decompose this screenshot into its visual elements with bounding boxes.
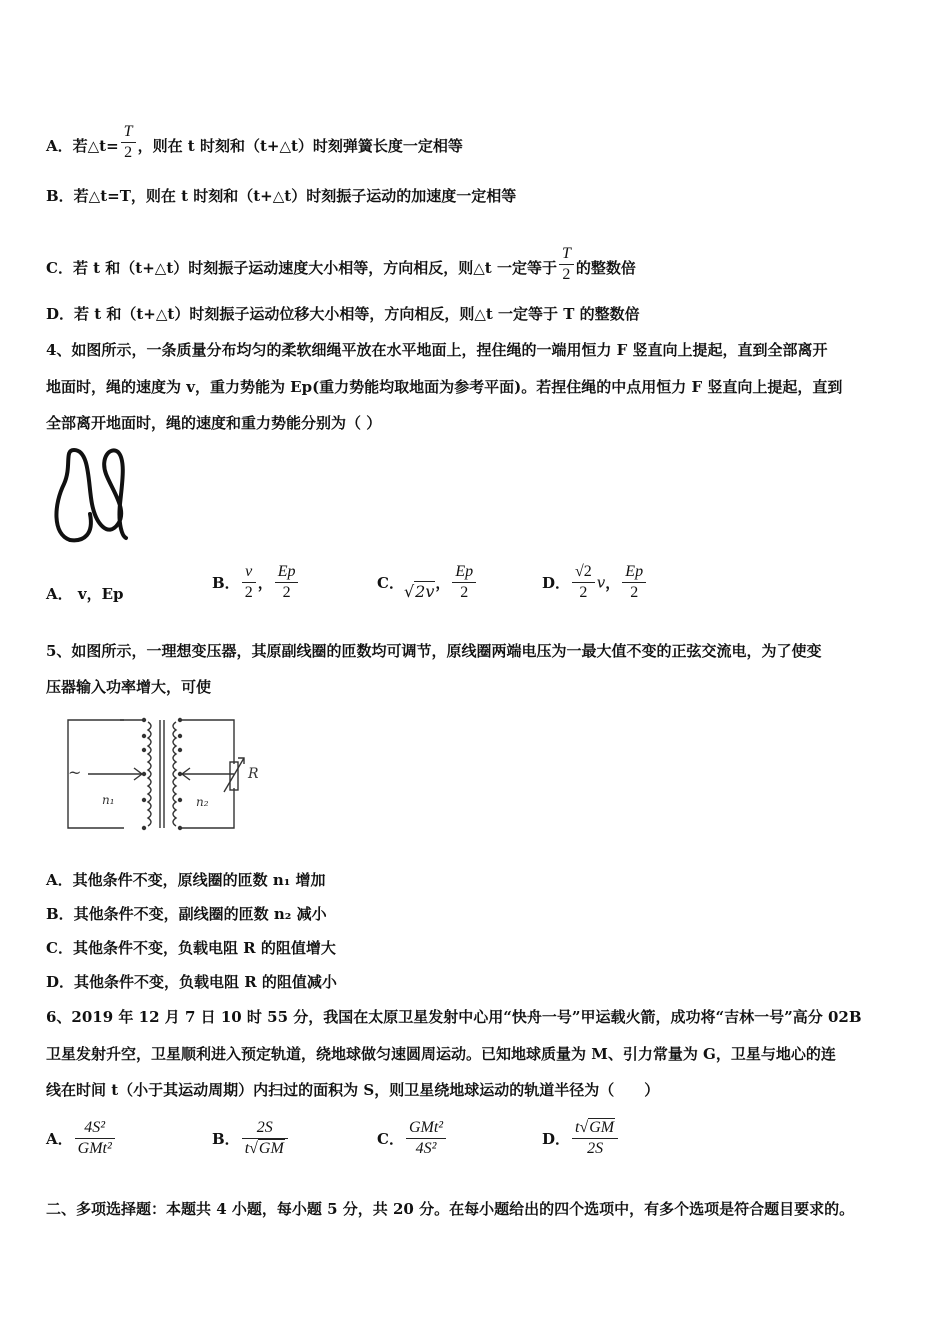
q5-option-d: D．其他条件不变，负载电阻 R 的阻值减小: [46, 973, 337, 991]
section-2-heading: 二、多项选择题：本题共 4 小题，每小题 5 分，共 20 分。在每小题给出的四个选项中，有多个选项是符合题目要求的。: [46, 1200, 855, 1218]
rope-figure: [50, 444, 130, 544]
q4-option-b: B． $\frac{v}{2}$ ， $\frac{Ep}{2}$: [212, 562, 300, 603]
q4-stem-line2: 地面时，绳的速度为 v，重力势能为 Ep(重力势能均取地面为参考平面)。若捏住绳的中点用恒力 F 竖直向上提起，直到: [46, 378, 843, 396]
q4-option-a: A． v，Ep: [46, 585, 124, 603]
resistor-label: R: [248, 766, 259, 782]
q5-option-a: A．其他条件不变，原线圈的匝数 n₁ 增加: [46, 871, 326, 889]
q6-stem-line2: 卫星发射升空，卫星顺利进入预定轨道，绕地球做匀速圆周运动。已知地球质量为 M、引力常量为 G，卫星与地心的连: [46, 1045, 836, 1063]
q6-stem-line3: 线在时间 t（小于其运动周期）内扫过的面积为 S，则卫星绕地球运动的轨道半径为（ ）: [46, 1081, 660, 1099]
fraction-t-over-2: $\frac{T}{2}$: [559, 244, 574, 285]
q6-stem-line1: 6、2019 年 12 月 7 日 10 时 55 分，我国在太原卫星发射中心用“快舟一号”甲运载火箭，成功将“吉林一号”高分 02B: [46, 1008, 862, 1026]
q4-stem-line1: 4、如图所示，一条质量分布均匀的柔软细绳平放在水平地面上，捏住绳的一端用恒力 F 竖直向上提起，直到全部离开: [46, 341, 828, 359]
q5-option-b: B．其他条件不变，副线圈的匝数 n₂ 减小: [46, 905, 327, 923]
q4-option-c: C．√2v， $\frac{Ep}{2}$: [377, 562, 478, 603]
transformer-figure: [58, 712, 274, 836]
q4-stem-line3: 全部离开地面时，绳的速度和重力势能分别为（ ）: [46, 414, 382, 432]
q3-option-d: D．若 t 和（t+△t）时刻振子运动位移大小相等，方向相反，则△t 一定等于 T 的整数倍: [46, 305, 640, 323]
q5-stem-line1: 5、如图所示，一理想变压器，其原副线圈的匝数均可调节，原线圈两端电压为一最大值不变的正弦交流电，为了使变: [46, 642, 822, 660]
fraction-t-over-2: $\frac{T}{2}$: [121, 122, 136, 163]
q5-stem-line2: 压器输入功率增大，可使: [46, 678, 212, 696]
q3-option-c: C．若 t 和（t+△t）时刻振子运动速度大小相等，方向相反，则△t 一定等于 $\frac{T}{2}$ 的整数倍: [46, 245, 636, 283]
q6-option-b: B． $\frac{2S}{t√GM}$: [212, 1118, 290, 1159]
q3-option-b: B．若△t=T，则在 t 时刻和（t+△t）时刻振子运动的加速度一定相等: [46, 187, 517, 205]
n1-label: n₁: [102, 793, 115, 807]
n2-label: n₂: [196, 795, 209, 809]
ac-source-symbol: ~: [68, 763, 82, 782]
q6-option-a: A． $\frac{\text{4S²}}{\text{GMt²}}$: [46, 1118, 117, 1159]
q6-option-c: C． $\frac{\text{GMt²}}{\text{4S²}}$: [377, 1118, 448, 1159]
q3-option-a: A．若△t= $\frac{T}{2}$ ，则在 t 时刻和（t+△t）时刻弹簧长度一定相等: [46, 123, 463, 161]
q5-option-c: C．其他条件不变，负载电阻 R 的阻值增大: [46, 939, 336, 957]
q4-option-d: D． $\frac{√2}{2}$ v， $\frac{Ep}{2}$: [542, 562, 648, 603]
q6-option-d: D． $\frac{t√GM}{2S}$: [542, 1118, 620, 1159]
